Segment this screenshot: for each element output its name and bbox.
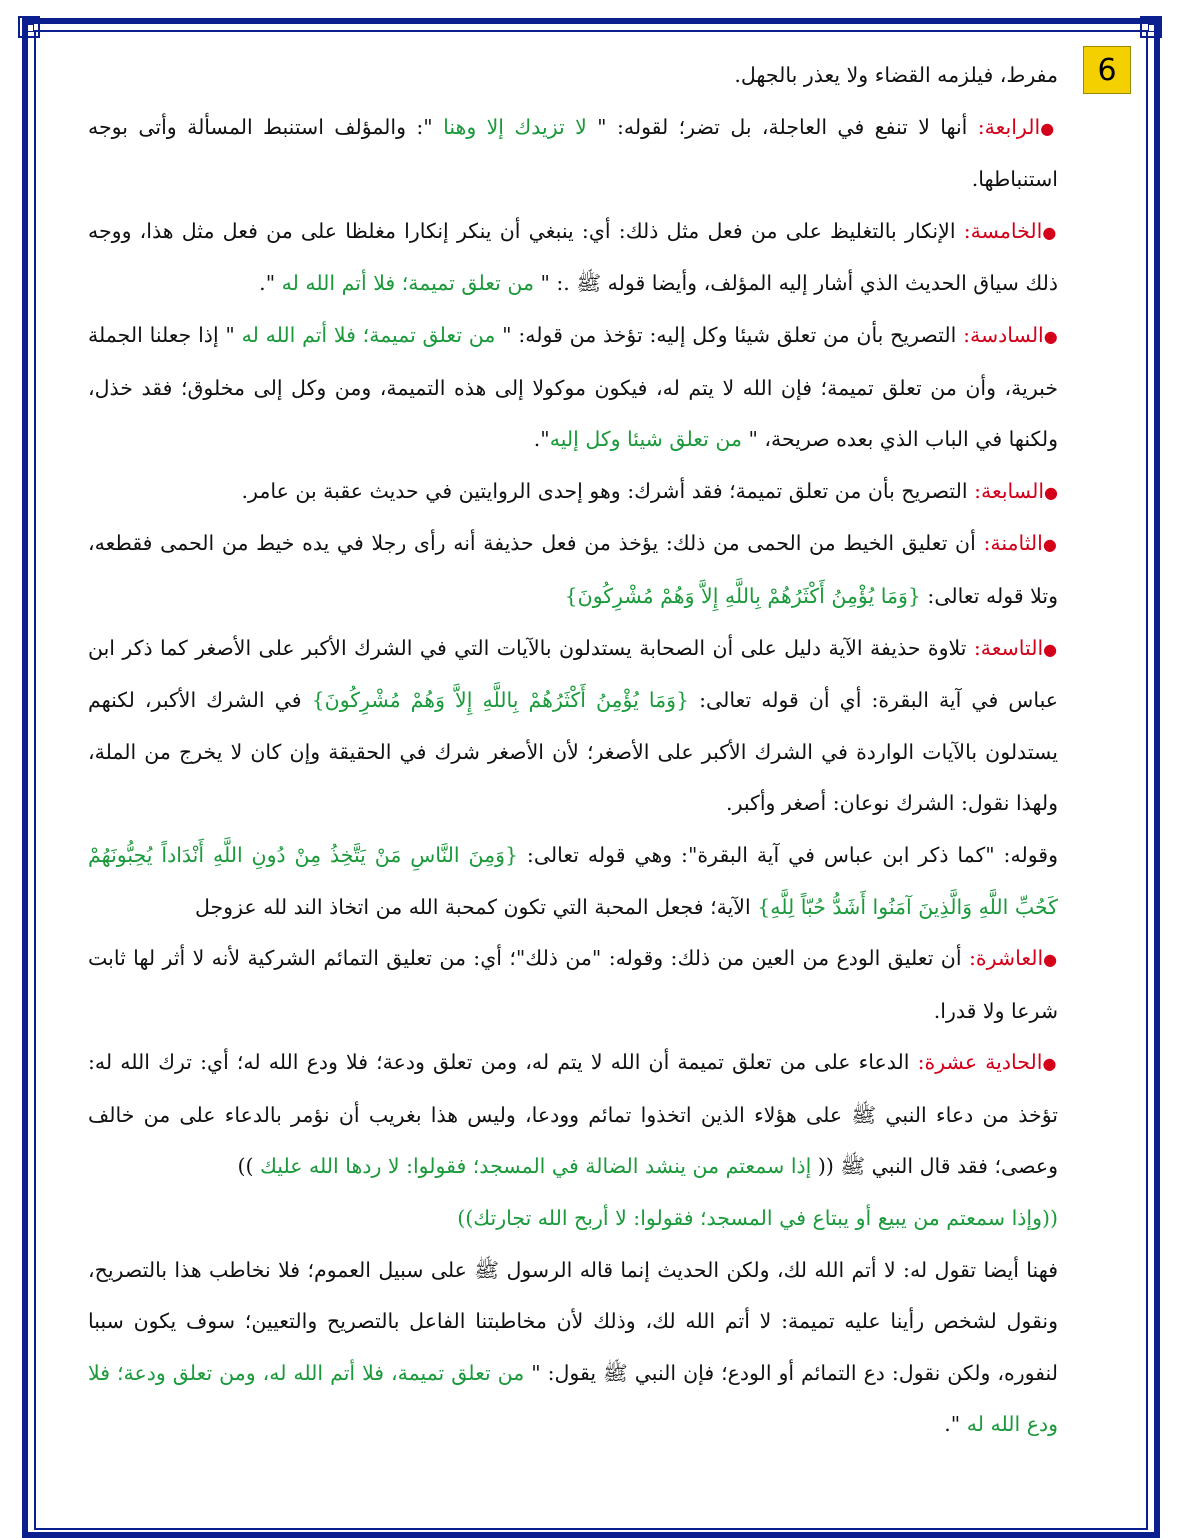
bullet-icon: ●	[1042, 535, 1058, 555]
hadith-quote: من تعلق تميمة؛ فلا أتم الله له	[241, 322, 496, 347]
issue-label: السابعة:	[974, 478, 1045, 503]
bullet-icon: ●	[1044, 482, 1058, 502]
hadith-quote: إذا سمعتم من ينشد الضالة في المسجد؛ فقولوا: لا ردها الله عليك	[260, 1154, 812, 1179]
paragraph-eighth: ●الثامنة: أن تعليق الخيط من الحمى من ذلك: يؤخذ من فعل حذيفة أنه رأى رجلا في يده خيط من الحمى فقطعه، وتلا قوله تعالى: {وَمَا يُؤْمِنُ أَكْثَرُهُمْ بِاللَّهِ إِلاَّ وَهُمْ مُشْرِكُونَ}	[88, 531, 1058, 608]
corner-ornament-left	[18, 16, 40, 38]
bullet-icon: ●	[1043, 326, 1058, 346]
quran-verse: {وَمَا يُؤْمِنُ أَكْثَرُهُمْ بِاللَّهِ إِلاَّ وَهُمْ مُشْرِكُونَ}	[564, 583, 921, 608]
paragraph-ninth: ●التاسعة: تلاوة حذيفة الآية دليل على أن الصحابة يستدلون بالآيات التي في الشرك الأكبر على الأصغر كما ذكر ابن عباس في آية البقرة: أي أن قوله تعالى: {وَمَا يُؤْمِنُ أَكْثَرُهُمْ بِاللَّهِ إِلاَّ وَهُمْ مُشْرِكُونَ} في الشرك الأكبر، لكنهم يستدلون بالآيات الواردة في الشرك الأكبر على الأصغر؛ لأن الأصغر شرك في الحقيقة وإن كان لا يخرج من الملة، ولهذا نقول: الشرك نوعان: أصغر وأكبر.	[88, 635, 1058, 816]
hadith-quote: من تعلق تميمة، فلا أتم الله له، ومن تعلق ودعة؛ فلا ودع الله له	[88, 1360, 1058, 1437]
issue-label: الثامنة:	[983, 531, 1043, 556]
bullet-icon: ●	[1043, 950, 1058, 970]
paragraph-eleventh: ●الحادية عشرة: الدعاء على من تعلق تميمة أن الله لا يتم له، ومن تعلق ودعة؛ فلا ودع الله له؛ أي: ترك الله له: تؤخذ من دعاء النبي ﷺ على هؤلاء الذين اتخذوا تمائم وودعا، وليس هذا بغريب أن نؤمر بالدعاء على من خالف وعصى؛ فقد قال النبي ﷺ (( إذا سمعتم من ينشد الضالة في المسجد؛ فقولوا: لا ردها الله عليك ))	[88, 1050, 1059, 1179]
hadith-quote: ((وإذا سمعتم من يبيع أو يبتاع في المسجد؛ فقولوا: لا أربح الله تجارتك))	[457, 1206, 1058, 1231]
quran-verse: {وَمِنَ النَّاسِ مَنْ يَتَّخِذُ مِنْ دُونِ اللَّهِ أَنْدَاداً يُحِبُّونَهُمْ كَحُبِّ اللَّهِ وَالَّذِينَ آمَنُوا أَشَدُّ حُبّاً لِلَّهِ}	[88, 842, 1058, 919]
paragraph-sixth: ●السادسة: التصريح بأن من تعلق شيئا وكل إليه: تؤخذ من قوله: " من تعلق تميمة؛ فلا أتم الله له " إذا جعلنا الجملة خبرية، وأن من تعلق تميمة؛ فإن الله لا يتم له، فيكون موكولا إلى هذه التميمة، ومن وكل إلى مخلوق؛ فقد خذل، ولكنها في الباب الذي بعده صريحة، " من تعلق شيئا وكل إليه".	[88, 322, 1058, 452]
document-body	[88, 50, 1058, 1451]
issue-label: الخامسة:	[963, 218, 1043, 243]
issue-label: التاسعة:	[973, 635, 1044, 660]
paragraph-ibn-abbas: وقوله: "كما ذكر ابن عباس في آية البقرة": وهي قوله تعالى: {وَمِنَ النَّاسِ مَنْ يَتَّخِذُ مِنْ دُونِ اللَّهِ أَنْدَاداً يُحِبُّونَهُمْ كَحُبِّ اللَّهِ وَالَّذِينَ آمَنُوا أَشَدُّ حُبّاً لِلَّهِ} الآية؛ فجعل المحبة التي تكون كمحبة الله من اتخاذ الند لله عزوجل	[88, 842, 1058, 919]
bullet-icon: ●	[1042, 1054, 1059, 1074]
hadith-quote: من تعلق شيئا وكل إليه	[549, 427, 742, 452]
paragraph-fourth: ●الرابعة: أنها لا تنفع في العاجلة، بل تضر؛ لقوله: " لا تزيدك إلا وهنا ": والمؤلف استنبط المسألة وأتى بوجه استنباطها.	[88, 114, 1058, 192]
bullet-icon: ●	[1043, 639, 1058, 659]
paragraph-hadith-market	[88, 1193, 1058, 1245]
issue-label: الرابعة:	[977, 114, 1041, 139]
paragraph-tenth: ●العاشرة: أن تعليق الودع من العين من ذلك: وقوله: "من ذلك"؛ أي: من تعليق التمائم الشركية لأنه لا أثر لها ثابت شرعا ولا قدرا.	[88, 946, 1058, 1023]
corner-ornament-right	[1140, 16, 1162, 38]
bullet-icon: ●	[1042, 222, 1058, 242]
hadith-quote: من تعلق تميمة؛ فلا أتم الله له	[281, 271, 534, 296]
quran-verse: {وَمَا يُؤْمِنُ أَكْثَرُهُمْ بِاللَّهِ إِلاَّ وَهُمْ مُشْرِكُونَ}	[311, 688, 690, 713]
hadith-quote: لا تزيدك إلا وهنا	[443, 114, 587, 139]
bullet-icon: ●	[1040, 118, 1058, 138]
paragraph-conclusion: فهنا أيضا تقول له: لا أتم الله لك، ولكن الحديث إنما قاله الرسول ﷺ على سبيل العموم؛ فلا نخاطب هذا بالتصريح، ونقول لشخص رأينا عليه تميمة: لا أتم الله لك، وذلك لأن مخاطبتنا الفاعل بالتصريح والتعيين؛ سوف يكون سببا لنفوره، ولكن نقول: دع التمائم أو الودع؛ فإن النبي ﷺ يقول: " من تعلق تميمة، فلا أتم الله له، ومن تعلق ودعة؛ فلا ودع الله له ".	[88, 1257, 1058, 1437]
page-number-badge: 6	[1083, 46, 1131, 94]
issue-label: العاشرة:	[968, 946, 1044, 971]
paragraph-seventh: ●السابعة: التصريح بأن من تعلق تميمة؛ فقد أشرك: وهو إحدى الروايتين في حديث عقبة بن عامر.	[241, 478, 1058, 503]
paragraph-intro: مفرط، فيلزمه القضاء ولا يعذر بالجهل.	[734, 63, 1058, 87]
issue-label: السادسة:	[963, 322, 1044, 347]
paragraph-fifth: ●الخامسة: الإنكار بالتغليظ على من فعل مثل ذلك: أي: ينبغي أن ينكر إنكارا مغلظا على من فعل مثل هذا، ووجه ذلك سياق الحديث الذي أشار إليه المؤلف، وأيضا قوله ﷺ .: " من تعلق تميمة؛ فلا أتم الله له ".	[88, 218, 1058, 296]
issue-label: الحادية عشرة:	[917, 1050, 1043, 1075]
